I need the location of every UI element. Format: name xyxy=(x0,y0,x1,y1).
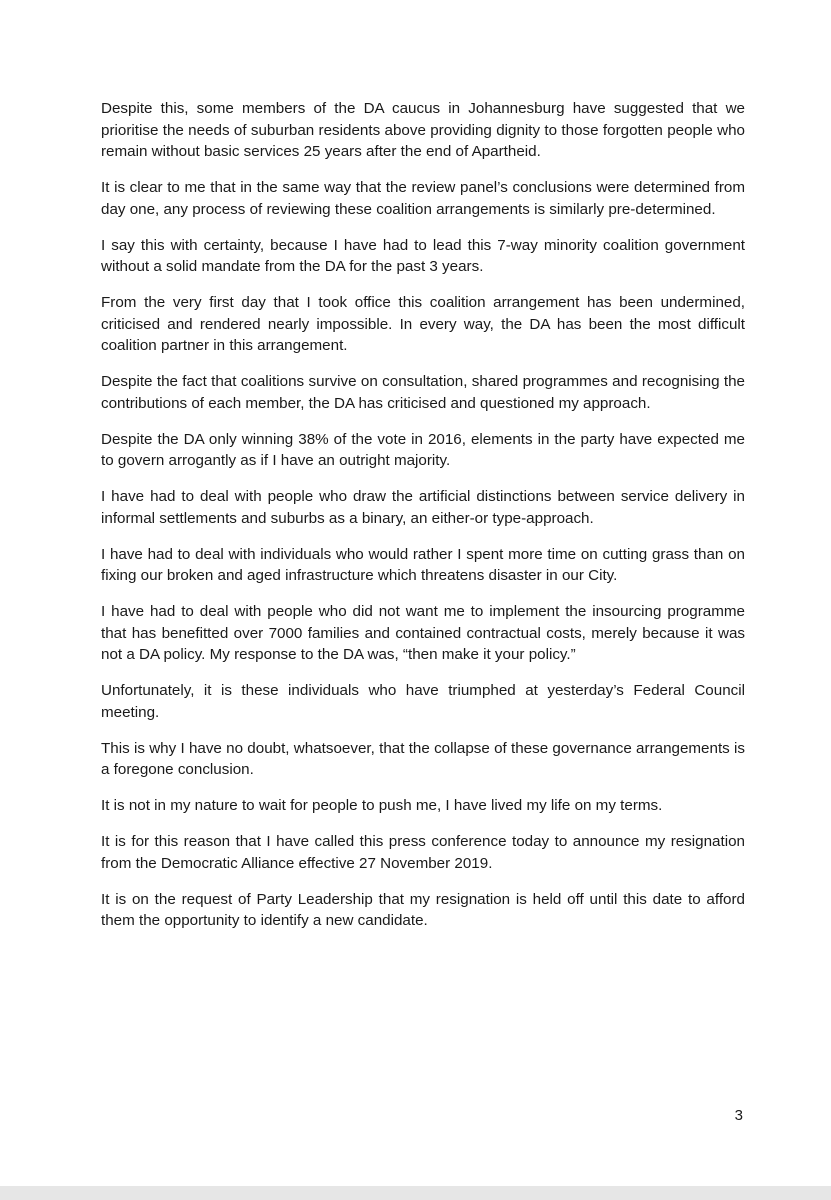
paragraph: I have had to deal with people who draw the artificial distinctions between service delivery in informal settlements and suburbs as a binary, an either-or type-approach. xyxy=(101,488,745,527)
paragraph: It is not in my nature to wait for people to push me, I have lived my life on my terms. xyxy=(101,797,663,814)
paragraph: I say this with certainty, because I have had to lead this 7-way minority coalition government without a solid mandate from the DA for the past 3 years. xyxy=(101,236,745,275)
paragraph: It is on the request of Party Leadership that my resignation is held off until this date to afford them the opportunity to identify a new candidate. xyxy=(101,890,745,929)
paragraph: It is clear to me that in the same way that the review panel’s conclusions were determined from day one, any process of reviewing these coalition arrangements is similarly pre-determined. xyxy=(101,179,745,218)
paragraph: Despite the fact that coalitions survive on consultation, shared programmes and recognising the contributions of each member, the DA has criticised and questioned my approach. xyxy=(101,373,745,412)
paragraph: Despite the DA only winning 38% of the vote in 2016, elements in the party have expected me to govern arrogantly as if I have an outright majority. xyxy=(101,430,745,469)
paragraph: I have had to deal with individuals who would rather I spent more time on cutting grass than on fixing our broken and aged infrastructure which threatens disaster in our City. xyxy=(101,545,745,584)
paragraph: From the very first day that I took office this coalition arrangement has been undermined, criticised and rendered nearly impossible. In every way, the DA has been the most difficult coalition partner in this arrangement. xyxy=(101,294,745,354)
paragraph: This is why I have no doubt, whatsoever, that the collapse of these governance arrangements is a foregone conclusion. xyxy=(101,739,745,778)
paragraph: Despite this, some members of the DA caucus in Johannesburg have suggested that we prioritise the needs of suburban residents above providing dignity to those forgotten people who remain without basic services 25 years after the end of Apartheid. xyxy=(101,100,745,160)
page-number: 3 xyxy=(734,1107,743,1124)
paragraph: It is for this reason that I have called this press conference today to announce my resignation from the Democratic Alliance effective 27 November 2019. xyxy=(101,833,745,872)
paragraph: I have had to deal with people who did not want me to implement the insourcing programme that has benefitted over 7000 families and contained contractual costs, merely because it was not a DA policy. My response to the DA was, “then make it your policy.” xyxy=(101,603,745,663)
paragraph: Unfortunately, it is these individuals who have triumphed at yesterday’s Federal Council meeting. xyxy=(101,682,745,721)
page-bottom-edge xyxy=(0,1186,831,1200)
